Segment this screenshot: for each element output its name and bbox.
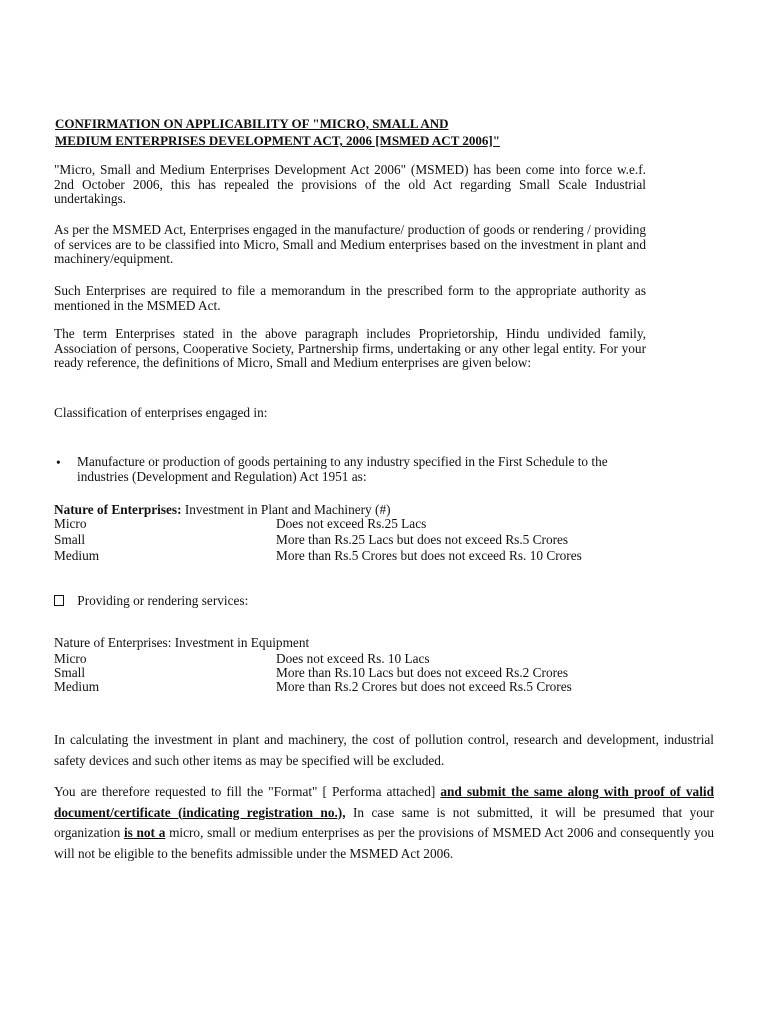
paragraph-enterprise-definition: The term Enterprises stated in the above paragraph includes Proprietorship, Hindu undivided family, Association of persons, Cooperative Society, Partnership firms, undertaking or any other legal entity. For your ready reference, the definitions of Micro, Small and Medium enterprises are given below:	[54, 326, 646, 370]
services-row-micro	[54, 652, 430, 666]
enterprise-type: Micro	[54, 516, 87, 531]
investment-limit: Does not exceed Rs.25 Lacs	[276, 516, 427, 531]
manufacturing-row-small	[54, 533, 568, 547]
services-row-small	[54, 666, 568, 680]
investment-plant-label: Investment in Plant and Machinery (#)	[181, 502, 391, 517]
is-not-a-emphasis: is not a	[123, 825, 166, 840]
request-text-1: You are therefore requested to fill the "Format" [ Performa attached]	[54, 784, 441, 799]
services-item	[54, 593, 248, 608]
nature-of-enterprises-label: Nature of Enterprises:	[54, 502, 182, 517]
services-description: Providing or rendering services:	[77, 593, 249, 608]
services-table-header: Nature of Enterprises: Investment in Equipment	[54, 635, 310, 650]
investment-limit: More than Rs.2 Crores but does not exceed Rs.5 Crores	[276, 679, 572, 694]
enterprise-type: Medium	[54, 679, 100, 694]
checkbox-square-icon	[54, 595, 64, 606]
manufacturing-row-medium	[54, 549, 582, 563]
enterprise-type: Medium	[54, 548, 100, 563]
investment-limit: More than Rs.25 Lacs but does not exceed Rs.5 Crores	[276, 532, 569, 547]
submit-proof-emphasis: and submit the same along with proof of valid document/certificate (indicating registration no.),	[54, 784, 714, 820]
title-line-2: MEDIUM ENTERPRISES DEVELOPMENT ACT, 2006 [MSMED ACT 2006]"	[55, 133, 500, 148]
paragraph-classification-basis: As per the MSMED Act, Enterprises engaged in the manufacture/ production of goods or rendering / providing of services are to be classified into Micro, Small and Medium enterprises based on the investment in plant and machinery/equipment.	[54, 222, 646, 266]
request-text-2: In case same is not submitted, it will be presumed that your organization	[54, 804, 714, 840]
manufacturing-description: Manufacture or production of goods pertaining to any industry specified in the First Schedule to the industries (Development and Regulation) Act 1951 as:	[77, 454, 608, 484]
manufacturing-table-header	[54, 502, 391, 517]
services-row-medium	[54, 680, 572, 694]
paragraph-msmed-intro: "Micro, Small and Medium Enterprises Development Act 2006" (MSMED) has been come into force w.e.f. 2nd October 2006, this has repealed the provisions of the old Act regarding Small Scale Industrial undertakings.	[54, 162, 646, 206]
investment-limit: More than Rs.5 Crores but does not exceed Rs. 10 Crores	[276, 548, 582, 563]
investment-limit: Does not exceed Rs. 10 Lacs	[276, 651, 430, 666]
enterprise-type: Micro	[54, 651, 87, 666]
calculation-note: In calculating the investment in plant and machinery, the cost of pollution control, research and development, industrial safety devices and such other items as may be specified will be excluded.	[54, 732, 714, 768]
enterprise-type: Small	[54, 665, 86, 680]
investment-limit: More than Rs.10 Lacs but does not exceed Rs.2 Crores	[276, 665, 569, 680]
enterprise-type: Small	[54, 532, 86, 547]
request-paragraph	[54, 782, 714, 864]
bullet-icon: •	[56, 455, 61, 470]
manufacturing-row-micro	[54, 517, 426, 531]
request-text-3: micro, small or medium enterprises as per the provisions of MSMED Act 2006 and consequently you will not be eligible to the benefits admissible under the MSMED Act 2006.	[54, 825, 715, 861]
title-line-1: CONFIRMATION ON APPLICABILITY OF "MICRO, SMALL AND	[55, 116, 449, 131]
classification-heading: Classification of enterprises engaged in:	[54, 405, 268, 420]
paragraph-memorandum: Such Enterprises are required to file a memorandum in the prescribed form to the appropriate authority as mentioned in the MSMED Act.	[54, 283, 646, 313]
